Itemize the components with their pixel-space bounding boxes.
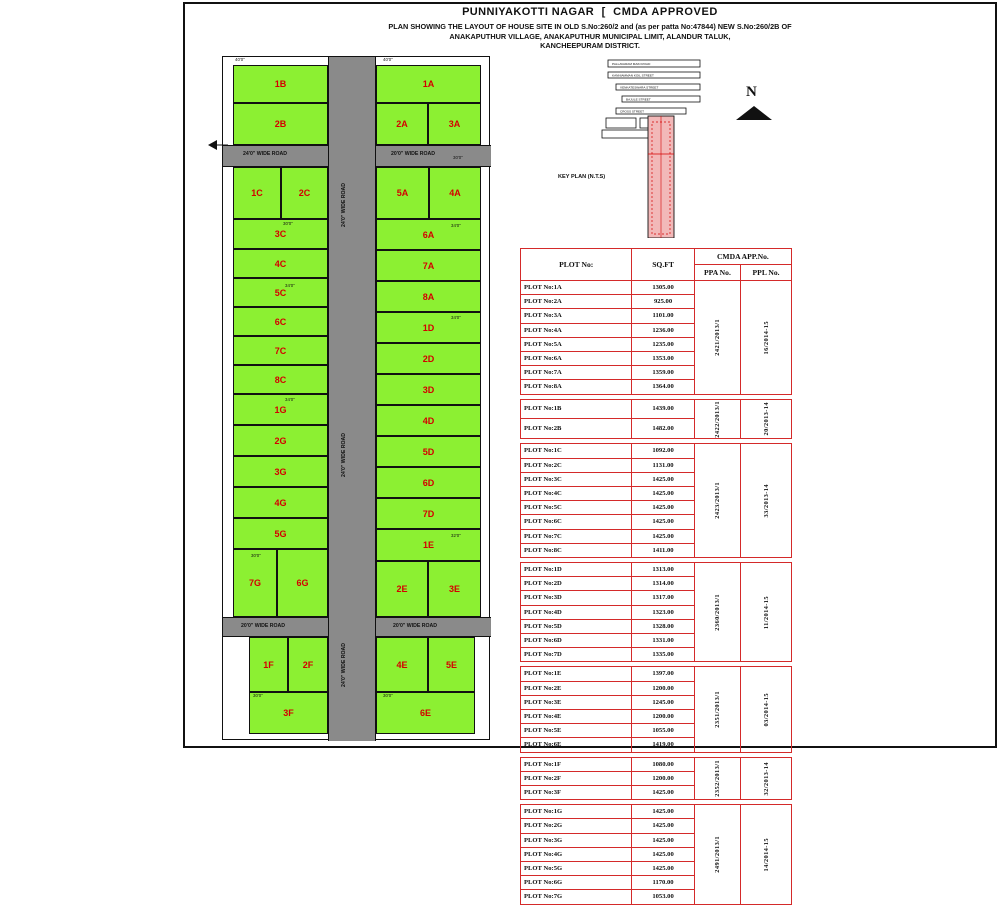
- cell-plot-no: PLOT No:7C: [521, 529, 632, 543]
- cell-sqft: 1425.00: [632, 805, 694, 819]
- plot-6a[interactable]: 6A: [376, 219, 481, 250]
- plot-8c[interactable]: 8C: [233, 365, 328, 394]
- cell-plot-no: PLOT No:2G: [521, 819, 632, 833]
- plot-1d[interactable]: 1D: [376, 312, 481, 343]
- cell-plot-no: PLOT No:2B: [521, 419, 632, 439]
- cell-ppl-no: 32/2013-14: [741, 757, 792, 800]
- th-cmda-app-no: CMDA APP.No.: [694, 249, 791, 265]
- road-label-bottom-center: 24'0" WIDE ROAD: [341, 642, 347, 687]
- cell-ppl-no: 03/2014-15: [741, 667, 792, 752]
- table-row: [521, 281, 792, 295]
- cell-sqft: 1305.00: [632, 281, 694, 295]
- plot-1e[interactable]: 1E: [376, 529, 481, 561]
- bracket-glyph: [: [601, 6, 606, 18]
- cell-sqft: 1425.00: [632, 501, 694, 515]
- cell-sqft: 1236.00: [632, 323, 694, 337]
- cell-ppa-no: 2491/2013/1: [694, 805, 740, 904]
- cell-sqft: 1055.00: [632, 724, 694, 738]
- plots-table: [520, 248, 792, 905]
- plot-1f[interactable]: 1F: [249, 637, 288, 692]
- cell-sqft: 1425.00: [632, 515, 694, 529]
- cell-sqft: 925.00: [632, 295, 694, 309]
- plot-1g[interactable]: 1G: [233, 394, 328, 425]
- cell-plot-no: PLOT No:7G: [521, 890, 632, 904]
- cell-sqft: 1323.00: [632, 605, 694, 619]
- table-row: [521, 667, 792, 681]
- road-label-main-vertical: 24'0" WIDE ROAD: [341, 182, 347, 227]
- cell-plot-no: PLOT No:2C: [521, 458, 632, 472]
- cell-ppl-no: 33/2013-14: [741, 444, 792, 558]
- plot-5g[interactable]: 5G: [233, 518, 328, 549]
- plot-4e[interactable]: 4E: [376, 637, 428, 692]
- cell-sqft: 1328.00: [632, 619, 694, 633]
- plot-4d[interactable]: 4D: [376, 405, 481, 436]
- cell-plot-no: PLOT No:3E: [521, 695, 632, 709]
- cell-sqft: 1425.00: [632, 529, 694, 543]
- plot-1c[interactable]: 1C: [233, 167, 281, 219]
- cell-sqft: 1425.00: [632, 486, 694, 500]
- cell-plot-no: PLOT No:5D: [521, 619, 632, 633]
- plot-2b[interactable]: 2B: [233, 103, 328, 145]
- approval-badge: CMDA APPROVED: [613, 6, 718, 18]
- north-letter: N: [746, 84, 757, 100]
- cell-sqft: 1419.00: [632, 738, 694, 752]
- plot-3a[interactable]: 3A: [428, 103, 481, 145]
- cell-ppa-no: 2421/2013/1: [694, 281, 740, 395]
- cell-plot-no: PLOT No:7D: [521, 648, 632, 662]
- plot-4c[interactable]: 4C: [233, 249, 328, 278]
- road-direction-arrow-icon: [208, 138, 228, 152]
- cell-ppa-no: 2423/2013/1: [694, 444, 740, 558]
- cell-plot-no: PLOT No:7A: [521, 366, 632, 380]
- cell-plot-no: PLOT No:2D: [521, 577, 632, 591]
- cell-sqft: 1101.00: [632, 309, 694, 323]
- cell-sqft: 1425.00: [632, 819, 694, 833]
- plot-3d[interactable]: 3D: [376, 374, 481, 405]
- table-row: [521, 444, 792, 458]
- cell-sqft: 1200.00: [632, 681, 694, 695]
- cell-plot-no: PLOT No:8C: [521, 543, 632, 557]
- plot-2a[interactable]: 2A: [376, 103, 428, 145]
- cell-plot-no: PLOT No:6G: [521, 876, 632, 890]
- cell-plot-no: PLOT No:2E: [521, 681, 632, 695]
- plot-6g[interactable]: 6G: [277, 549, 328, 617]
- plot-3c[interactable]: 3C: [233, 219, 328, 249]
- cell-sqft: 1439.00: [632, 399, 694, 419]
- table-row: [521, 399, 792, 419]
- cell-plot-no: PLOT No:8A: [521, 380, 632, 394]
- cell-sqft: 1053.00: [632, 890, 694, 904]
- cell-sqft: 1397.00: [632, 667, 694, 681]
- cell-plot-no: PLOT No:4G: [521, 847, 632, 861]
- cell-plot-no: PLOT No:1A: [521, 281, 632, 295]
- road-label-center-vertical: 24'0" WIDE ROAD: [341, 432, 347, 477]
- cell-plot-no: PLOT No:4D: [521, 605, 632, 619]
- cell-ppa-no: 2352/2013/1: [694, 757, 740, 800]
- plot-4g[interactable]: 4G: [233, 487, 328, 518]
- cell-plot-no: PLOT No:6A: [521, 352, 632, 366]
- svg-text:KANNIAMMAN KOIL STREET: KANNIAMMAN KOIL STREET: [612, 73, 654, 78]
- cell-ppl-no: 16/2014-15: [741, 281, 792, 395]
- plot-7a[interactable]: 7A: [376, 250, 481, 281]
- plot-2g[interactable]: 2G: [233, 425, 328, 456]
- cell-plot-no: PLOT No:3C: [521, 472, 632, 486]
- svg-text:PALLAVARAM MAIN ROAD: PALLAVARAM MAIN ROAD: [612, 62, 651, 67]
- road-label-left-upper: 24'0" WIDE ROAD: [243, 151, 288, 157]
- cell-plot-no: PLOT No:3A: [521, 309, 632, 323]
- plot-7g[interactable]: 7G: [233, 549, 277, 617]
- cell-sqft: 1200.00: [632, 710, 694, 724]
- cell-sqft: 1092.00: [632, 444, 694, 458]
- cell-sqft: 1353.00: [632, 352, 694, 366]
- title-line-3: KANCHEEPURAM DISTRICT.: [540, 41, 640, 50]
- cell-sqft: 1482.00: [632, 419, 694, 439]
- plot-2c[interactable]: 2C: [281, 167, 328, 219]
- cell-plot-no: PLOT No:6E: [521, 738, 632, 752]
- road-label-bottom-left: 20'0" WIDE ROAD: [241, 623, 286, 629]
- cell-sqft: 1359.00: [632, 366, 694, 380]
- project-name: PUNNIYAKOTTI NAGAR: [462, 6, 595, 18]
- plot-4a[interactable]: 4A: [429, 167, 481, 219]
- site-layout-drawing: 24'0" WIDE ROAD 20'0" WIDE ROAD 20'0" WIDE ROAD 20'0" WIDE ROAD 24'0" WIDE ROAD 24'0" WIDE ROAD 24'0" WIDE ROAD 1B 2B 1C 2C 3C 4C 5C 6C 7C 8C 1G 2G 3G 4G 5G 7G 6G 1F 2F 3F 1A 2A 3A 5A 4A 6A 7A 8A 1D 2D 3D 4D 5D 6D 7D 1E 2E 3E 4E 5E 6E 40'0" 40'0" 30'0" 30'0" 34'0" 34'0" 34'0" 34'0" 32'0" 30'0" 30'0" 30'0": [222, 56, 490, 740]
- plot-3e[interactable]: 3E: [428, 561, 481, 617]
- cell-sqft: 1317.00: [632, 591, 694, 605]
- cell-plot-no: PLOT No:4C: [521, 486, 632, 500]
- cell-sqft: 1425.00: [632, 847, 694, 861]
- north-arrow: [732, 84, 776, 128]
- table-row: [521, 805, 792, 819]
- cell-ppl-no: 20/2013-14: [741, 399, 792, 439]
- plot-7d[interactable]: 7D: [376, 498, 481, 529]
- plot-5e[interactable]: 5E: [428, 637, 475, 692]
- key-plan-caption: KEY PLAN (N.T.S): [558, 174, 606, 180]
- cell-sqft: 1335.00: [632, 648, 694, 662]
- title-block: [190, 6, 990, 51]
- cell-plot-no: PLOT No:1F: [521, 757, 632, 771]
- plot-2f[interactable]: 2F: [288, 637, 328, 692]
- th-ppl-no: PPL No.: [741, 265, 792, 281]
- cell-plot-no: PLOT No:5G: [521, 862, 632, 876]
- cell-sqft: 1314.00: [632, 577, 694, 591]
- cell-plot-no: PLOT No:1E: [521, 667, 632, 681]
- cell-plot-no: PLOT No:5A: [521, 337, 632, 351]
- cell-sqft: 1411.00: [632, 543, 694, 557]
- cell-plot-no: PLOT No:4A: [521, 323, 632, 337]
- cell-plot-no: PLOT No:5E: [521, 724, 632, 738]
- cell-plot-no: PLOT No:2F: [521, 771, 632, 785]
- plot-6c[interactable]: 6C: [233, 307, 328, 336]
- road-label-right-upper: 20'0" WIDE ROAD: [391, 151, 436, 157]
- cell-sqft: 1245.00: [632, 695, 694, 709]
- plot-1a[interactable]: 1A: [376, 65, 481, 103]
- plot-5d[interactable]: 5D: [376, 436, 481, 467]
- cell-sqft: 1200.00: [632, 771, 694, 785]
- cell-ppl-no: 14/2014-15: [741, 805, 792, 904]
- cell-sqft: 1080.00: [632, 757, 694, 771]
- th-plot-no: PLOT No:: [521, 249, 632, 281]
- plot-2d[interactable]: 2D: [376, 343, 481, 374]
- cell-plot-no: PLOT No:3F: [521, 786, 632, 800]
- plot-2e[interactable]: 2E: [376, 561, 428, 617]
- cell-sqft: 1331.00: [632, 633, 694, 647]
- svg-text:CROSS STREET: CROSS STREET: [620, 109, 645, 114]
- plot-3g[interactable]: 3G: [233, 456, 328, 487]
- cell-sqft: 1364.00: [632, 380, 694, 394]
- plot-6d[interactable]: 6D: [376, 467, 481, 498]
- svg-text:VENKATESWARA STREET: VENKATESWARA STREET: [620, 85, 659, 90]
- cell-plot-no: PLOT No:3D: [521, 591, 632, 605]
- th-ppa-no: PPA No.: [694, 265, 740, 281]
- plot-8a[interactable]: 8A: [376, 281, 481, 312]
- table-row: [521, 562, 792, 576]
- title-subtext: [190, 22, 990, 51]
- cell-plot-no: PLOT No:1C: [521, 444, 632, 458]
- title-line-2: ANAKAPUTHUR VILLAGE, ANAKAPUTHUR MUNICIPAL LIMIT, ALANDUR TALUK,: [449, 31, 731, 41]
- plot-schedule-table: [520, 248, 792, 905]
- cell-ppa-no: 2351/2013/1: [694, 667, 740, 752]
- cell-plot-no: PLOT No:1D: [521, 562, 632, 576]
- table-row: [521, 757, 792, 771]
- cell-sqft: 1425.00: [632, 833, 694, 847]
- title-line-1: PLAN SHOWING THE LAYOUT OF HOUSE SITE IN OLD S.No:260/2 and (as per patta No:47844) NEW S.No:260/2B OF: [388, 22, 792, 31]
- cell-plot-no: PLOT No:1B: [521, 399, 632, 419]
- svg-text:BAJULE STREET: BAJULE STREET: [626, 97, 651, 102]
- cell-plot-no: PLOT No:3G: [521, 833, 632, 847]
- plot-1b[interactable]: 1B: [233, 65, 328, 103]
- cell-plot-no: PLOT No:6C: [521, 515, 632, 529]
- key-plan-diagram: [594, 58, 724, 238]
- road-label-bottom-right: 20'0" WIDE ROAD: [393, 623, 438, 629]
- title-row: [190, 6, 990, 18]
- plot-3f[interactable]: 3F: [249, 692, 328, 734]
- plot-5c[interactable]: 5C: [233, 278, 328, 307]
- plot-5a[interactable]: 5A: [376, 167, 429, 219]
- cell-plot-no: PLOT No:2A: [521, 295, 632, 309]
- plot-6e[interactable]: 6E: [376, 692, 475, 734]
- cell-sqft: 1425.00: [632, 472, 694, 486]
- th-sqft: SQ.FT: [632, 249, 694, 281]
- main-vertical-road: [328, 57, 376, 741]
- cell-ppa-no: 2422/2013/1: [694, 399, 740, 439]
- cell-ppa-no: 2360/2013/1: [694, 562, 740, 661]
- cell-sqft: 1313.00: [632, 562, 694, 576]
- cell-plot-no: PLOT No:6D: [521, 633, 632, 647]
- cell-plot-no: PLOT No:4E: [521, 710, 632, 724]
- cell-ppl-no: 11/2014-15: [741, 562, 792, 661]
- plot-7c[interactable]: 7C: [233, 336, 328, 365]
- cell-sqft: 1425.00: [632, 862, 694, 876]
- cell-sqft: 1131.00: [632, 458, 694, 472]
- cell-plot-no: PLOT No:5C: [521, 501, 632, 515]
- cell-plot-no: PLOT No:1G: [521, 805, 632, 819]
- cell-sqft: 1170.00: [632, 876, 694, 890]
- north-arrow-icon: [736, 106, 772, 120]
- plots-table-body: [521, 281, 792, 905]
- cell-sqft: 1425.00: [632, 786, 694, 800]
- cell-sqft: 1235.00: [632, 337, 694, 351]
